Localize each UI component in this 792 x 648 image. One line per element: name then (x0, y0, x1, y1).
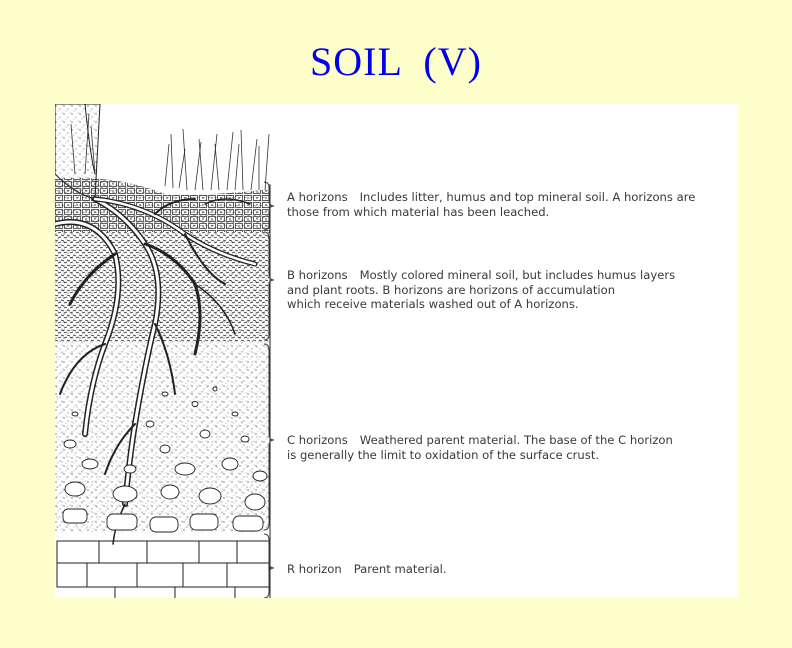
a-horizon-label (287, 190, 737, 219)
c-horizon-desc-line-1: Weathered parent material. The base of the C horizon (359, 433, 673, 447)
b-horizon-desc-line-3: which receive materials washed out of A horizons. (287, 297, 579, 311)
c-horizon-label (287, 433, 737, 462)
b-horizon-name: B horizons (287, 268, 348, 282)
a-horizon-name: A horizons (287, 190, 348, 204)
a-horizon-desc-line-2: those from which material has been leached. (287, 204, 550, 219)
b-horizon-desc-line-2: and plant roots. B horizons are horizons of accumulation (287, 282, 616, 297)
b-horizon-desc-line-1: Mostly colored mineral soil, but includes humus layers (359, 268, 676, 282)
soil-profile-drawing (55, 104, 738, 598)
a-horizon-desc-line-1: Includes litter, humus and top mineral soil. A horizons are (359, 190, 696, 204)
soil-profile-figure (55, 104, 738, 598)
b-horizon-label (287, 268, 737, 312)
c-horizon-desc-line-2: is generally the limit to oxidation of the surface crust. (287, 447, 600, 462)
r-horizon-label (287, 562, 737, 577)
r-horizon-name: R horizon (287, 562, 342, 576)
c-horizon-name: C horizons (287, 433, 348, 447)
r-horizon-desc-line-1: Parent material. (353, 562, 447, 576)
slide-title: SOIL (V) (310, 39, 482, 84)
